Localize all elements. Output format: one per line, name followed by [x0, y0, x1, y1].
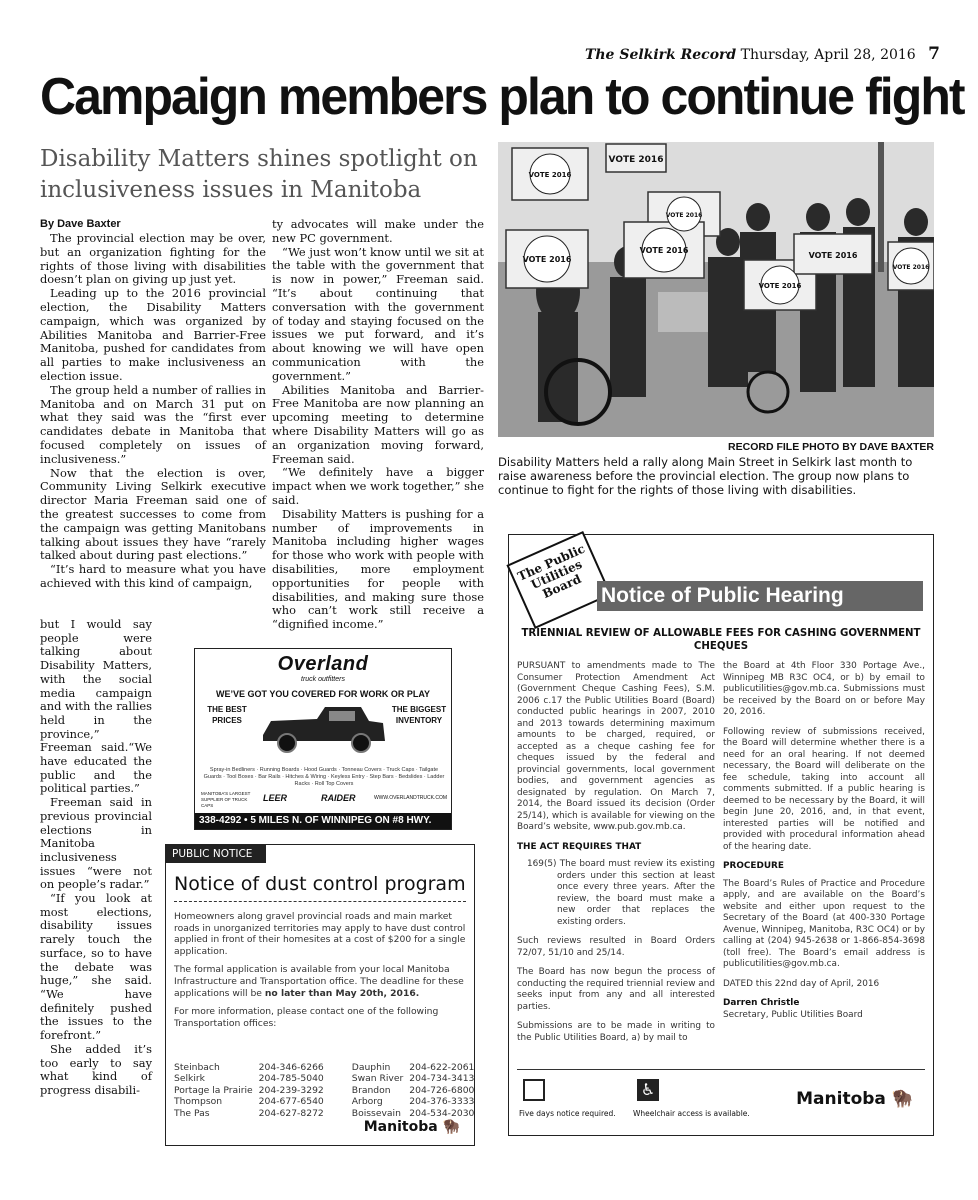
paragraph: Abilities Manitoba and Barrier-Free Manitoba are now planning an upcoming meeting to determine where Disability Matters will go as an organization moving forward, Freeman said.	[272, 382, 484, 466]
manitoba-logo	[364, 1119, 460, 1135]
office-name: Dauphin	[351, 1062, 391, 1073]
office-name: Selkirk	[174, 1073, 206, 1085]
paragraph: 169(5) The board must review its existing orders under this section at least once every three years. After the review, the board must make a new order that replaces the existing orders.	[527, 859, 715, 927]
signer-name: Darren Christle	[723, 998, 800, 1008]
paragraph: She added it’s too early to say what kind of progress disabili-	[40, 1041, 152, 1097]
paragraph: Following review of submissions received, the Board will determine whether there is a need for an oral hearing. If not deemed necessary, the Board will deliberate on the fee schedule, taking into account all comments submitted. If a public hearing is deemed to be necessary by the Board, it will begin June 20, 2016, and, in that event, interested parties will be notified and provided with procedural information ahead of the hearing date.	[723, 726, 925, 852]
office-phone: 204-726-6800	[409, 1084, 475, 1096]
deadline-text: The formal application is available from your local Manitoba Infrastructure and Transportation office. The deadline for these applications will be	[174, 964, 464, 999]
paragraph: but I would say people were talking about Disability Matters, with the social media campaign and with the rallies held in the province,” Freeman said.“We have educated the public and the political parties.”	[40, 617, 152, 796]
notice-column-1	[517, 661, 715, 1052]
paragraph: the Board at 4th Floor 330 Portage Ave., Winnipeg MB R3C OC4, or b) by email to publicutilities@gov.mb.ca. Submissions must be received by the Board on or before May 20, 2016.	[723, 661, 925, 717]
paragraph: “We definitely have a bigger impact when we work together,” she said.	[272, 465, 484, 507]
truck-icon	[257, 701, 389, 755]
svg-text:VOTE 2016: VOTE 2016	[808, 251, 858, 260]
office-directory	[174, 1062, 480, 1119]
paragraph: The provincial election may be over, but an organization fighting for the rights of those living with disabilities doesn’t plan on giving up just yet.	[40, 231, 266, 287]
accessibility-note: Wheelchair access is available.	[633, 1109, 750, 1118]
wheelchair-icon: ♿	[637, 1079, 659, 1101]
subheadline: Disability Matters shines spotlight on inclusiveness issues in Manitoba	[40, 146, 478, 203]
overland-advertisement	[194, 648, 452, 830]
section-heading: PROCEDURE	[723, 861, 784, 871]
page-header	[40, 44, 940, 64]
office-phone: 204-734-3413	[409, 1073, 475, 1085]
notice-band-title: Notice of Public Hearing	[597, 581, 923, 611]
rally-photo-illustration	[498, 142, 934, 437]
raider-logo: RAIDER	[321, 793, 356, 803]
article-column-1-narrow	[40, 618, 152, 1098]
notice-heading: TRIENNIAL REVIEW OF ALLOWABLE FEES FOR CASHING GOVERNMENT CHEQUES	[521, 628, 921, 652]
office-row	[174, 1096, 480, 1107]
office-name: Arborg	[351, 1096, 383, 1108]
ad-right-claim: THE BIGGEST INVENTORY	[391, 705, 447, 725]
photo-caption: Disability Matters held a rally along Main Street in Selkirk last month to raise awareness before the provincial election. The group now plans to continue to fight for the rights of those living with disabilities.	[498, 455, 913, 497]
pub-logo: The Public Utilities Board	[506, 531, 611, 629]
notice-body	[174, 911, 466, 1036]
office-name: Brandon	[351, 1084, 391, 1096]
ad-services: Spray-in Bedliners · Running Boards · Hood Guards · Tonneau Covers · Truck Caps · Tailgate Guards · Tool Boxes · Bar Rails · Hitches & Wiring · Keyless Entry · Step Bars · Bedslides · Ladder Racks · Roll Top Covers	[203, 767, 445, 787]
issue-date: Thursday, April 28, 2016	[740, 47, 916, 63]
ad-footer: 338-4292 • 5 MILES N. OF WINNIPEG ON #8 HWY.	[195, 813, 451, 829]
paragraph: For more information, please contact one of the following Transportation offices:	[174, 1006, 439, 1029]
article-column-2	[272, 218, 484, 632]
office-name: Swan River	[351, 1073, 404, 1085]
paragraph: Now that the election is over, Community Living Selkirk executive director Maria Freeman said one of the greatest successes to come from the campaign was getting Manitobans talking about issues they have “rarely talked about during past elections.”	[40, 465, 266, 563]
ad-supplier-note: MANITOBA’S LARGEST SUPPLIER OF TRUCK CAPS	[201, 791, 251, 808]
headline: Campaign members plan to continue fight	[40, 68, 964, 126]
svg-text:VOTE 2016: VOTE 2016	[639, 246, 689, 255]
public-notice-label: PUBLIC NOTICE	[166, 845, 266, 863]
office-phone: 204-677-6540	[258, 1096, 324, 1108]
photo-credit: RECORD FILE PHOTO BY DAVE BAXTER	[728, 441, 934, 453]
paragraph: Leading up to the 2016 provincial election, the Disability Matters campaign, which was organized by Abilities Manitoba and Barrier-Free Manitoba, pushed for candidates from all parties to make inclusiveness an election issue.	[40, 286, 266, 383]
ad-tagline: WE’VE GOT YOU COVERED FOR WORK OR PLAY	[215, 689, 431, 699]
svg-text:VOTE 2016: VOTE 2016	[892, 264, 930, 271]
office-name: Portage la Prairie	[174, 1084, 253, 1096]
office-phone: 204-376-3333	[409, 1096, 475, 1108]
notice-requirement: Five days notice required.	[519, 1109, 616, 1118]
divider	[174, 901, 466, 902]
bison-icon: 🦬	[891, 1089, 913, 1109]
paragraph: Homeowners along gravel provincial roads and main market roads in unorganized territories may apply to have dust control applied in front of their homesites at a cost of $200 for a single application.	[174, 911, 466, 957]
paragraph: “If you look at most elections, disability issues rarely touch the surface, so to have the debate was huge,” she said. “We have definitely pushed the issues to the forefront.”	[40, 891, 152, 1043]
office-name: Boissevain	[351, 1107, 401, 1119]
office-row	[174, 1062, 480, 1073]
manitoba-wordmark: Manitoba	[363, 1119, 438, 1135]
office-phone: 204-627-8272	[258, 1107, 324, 1119]
paragraph: Freeman said in previous provincial elections in Manitoba inclusiveness issues “were not on people’s radar.”	[40, 795, 152, 892]
bison-icon: 🦬	[442, 1119, 460, 1135]
section-heading: THE ACT REQUIRES THAT	[517, 841, 642, 852]
rally-photo	[498, 142, 934, 437]
byline: By Dave Baxter	[40, 218, 121, 230]
office-phone: 204-239-3292	[258, 1084, 324, 1096]
paragraph: The group held a number of rallies in Manitoba and on March 31 put on what they said was the “first ever candidates debate in Manitoba that focused completely on issues of inclusiveness.”	[40, 382, 266, 466]
divider	[517, 1069, 925, 1070]
dust-control-notice	[165, 844, 475, 1146]
paragraph: PURSUANT to amendments made to The Consumer Protection Amendment Act (Government Cheque Cashing Fees), S.M. 2006 c.17 the Public Utilities Board (Board) conducted public hearings in 2007, 2010 and 2013 towards determining maximum amounts to be charged, required, or accepted as a cheque cashing fee for cheques issued by the federal and provincial governments, local government bodies, and government agencies as designated by regulation. On March 7, 2014, the Board issued its decision (Order 25/14), which is available for viewing on the Board’s website, www.pub.gov.mb.ca.	[517, 661, 715, 832]
ad-left-claim: THE BEST PRICES	[207, 705, 247, 725]
manitoba-wordmark: Manitoba	[796, 1089, 886, 1109]
ad-logo-sub: truck outfitters	[301, 676, 345, 683]
paragraph: “It’s hard to measure what you have achieved with this kind of campaign,	[40, 562, 266, 590]
notice-column-2	[723, 661, 925, 1021]
office-phone: 204-534-2030	[409, 1107, 475, 1119]
office-phone: 204-785-5040	[258, 1073, 324, 1085]
office-name: Thompson	[174, 1096, 223, 1108]
paragraph: “We just won’t know until we sit at the table with the government that is now in power,” Freeman said. “It’s about continuing that conversation with the government of today and staying focused on the issues we put forward, and it’s about knowing we will have open communication with the government.”	[272, 244, 484, 383]
hearing-assistance-icon	[523, 1079, 545, 1101]
paragraph: Such reviews resulted in Board Orders 72/07, 51/10 and 25/14.	[517, 936, 715, 958]
ad-logo: Overland	[277, 653, 369, 675]
manitoba-logo	[796, 1089, 913, 1109]
signer-title: Secretary, Public Utilities Board	[723, 1009, 863, 1020]
office-phone: 204-346-6266	[258, 1062, 324, 1073]
page-number: 7	[928, 44, 940, 64]
office-phone: 204-622-2061	[409, 1062, 475, 1073]
office-row	[174, 1073, 480, 1084]
svg-text:VOTE 2016: VOTE 2016	[665, 212, 703, 219]
paragraph: The Board has now begun the process of conducting the required triennial review and seeks input from any and all interested parties.	[517, 967, 715, 1012]
office-row	[174, 1085, 480, 1096]
office-name: Steinbach	[174, 1062, 220, 1073]
sign-text: VOTE 2016	[528, 171, 572, 179]
dated-line: DATED this 22nd day of April, 2016	[723, 978, 880, 989]
leer-logo: LEER	[263, 793, 288, 803]
notice-footer	[509, 1069, 933, 1135]
svg-text:VOTE 2016: VOTE 2016	[522, 255, 572, 264]
paragraph: Submissions are to be made in writing to the Public Utilities Board, a) by mail to	[517, 1021, 715, 1043]
article-column-1	[40, 232, 266, 591]
office-name: The Pas	[174, 1107, 210, 1119]
paragraph: The Board’s Rules of Practice and Procedure apply, and are available on the Board’s website and either upon request to the Secretary of the Board (at 400-330 Portage Avenue, Winnipeg, Manitoba, R3C OC4) or by calling at (204) 945-2638 or 1-866-854-3698 (toll free). The Board’s email address is publicutilities@gov.mb.ca.	[723, 878, 925, 969]
notice-title: Notice of dust control program	[174, 873, 466, 895]
svg-text:VOTE 2016: VOTE 2016	[758, 282, 802, 290]
paragraph	[174, 964, 466, 999]
paragraph: ty advocates will make under the new PC government.	[272, 217, 484, 245]
svg-text:VOTE 2016: VOTE 2016	[608, 155, 664, 165]
ad-brands	[201, 791, 447, 808]
publication-name: The Selkirk Record	[584, 47, 737, 63]
public-hearing-notice	[508, 534, 934, 1136]
paragraph: Disability Matters is pushing for a number of improvements in Manitoba including higher wages for those who work with people with disabilities, more employment opportunities for people with disabilities, and making sure those who can’t work still receive a “dignified income.”	[272, 506, 484, 632]
deadline-date: no later than May 20th, 2016.	[264, 987, 420, 999]
ad-url: WWW.OVERLANDTRUCK.COM	[373, 795, 447, 801]
office-row	[174, 1108, 480, 1119]
